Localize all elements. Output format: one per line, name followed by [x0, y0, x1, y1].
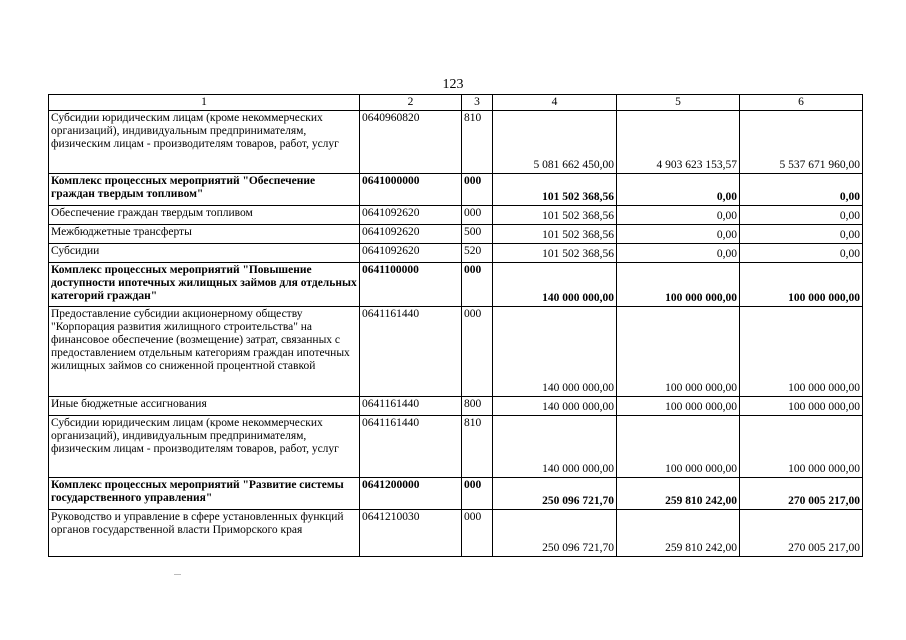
- table-row: [49, 416, 863, 478]
- table-row: [49, 397, 863, 416]
- row-amount-2026: 100 000 000,00: [740, 397, 863, 416]
- row-name: Предоставление субсидии акционерному обществу "Корпорация развития жилищного строительства" на финансовое обеспечение (возмещение) затрат, связанных с предоставлением отдельным категориям граждан ипотечных жилищных займов со сниженной процентной ставкой: [49, 307, 360, 397]
- row-amount-2026: 100 000 000,00: [740, 416, 863, 478]
- header-row: [49, 95, 863, 111]
- row-vr: 810: [462, 416, 493, 478]
- scan-mark: [174, 574, 181, 575]
- row-vr: 500: [462, 225, 493, 244]
- table-row: [49, 478, 863, 510]
- row-amount-2024: 140 000 000,00: [493, 416, 617, 478]
- row-code: 0641092620: [360, 225, 462, 244]
- row-amount-2026: 0,00: [740, 174, 863, 206]
- row-amount-2025: 100 000 000,00: [617, 416, 740, 478]
- row-name: Руководство и управление в сфере установленных функций органов государственной власти Приморского края: [49, 510, 360, 557]
- row-name: Иные бюджетные ассигнования: [49, 397, 360, 416]
- row-amount-2026: 0,00: [740, 206, 863, 225]
- row-code: 0641200000: [360, 478, 462, 510]
- row-name: Субсидии: [49, 244, 360, 263]
- row-amount-2025: 259 810 242,00: [617, 478, 740, 510]
- row-code: 0641161440: [360, 397, 462, 416]
- row-amount-2024: 140 000 000,00: [493, 397, 617, 416]
- column-header: 6: [740, 95, 863, 111]
- row-amount-2024: 101 502 368,56: [493, 206, 617, 225]
- row-vr: 810: [462, 111, 493, 174]
- row-amount-2024: 101 502 368,56: [493, 225, 617, 244]
- budget-table: [48, 94, 863, 557]
- row-amount-2026: 100 000 000,00: [740, 307, 863, 397]
- table-row: [49, 510, 863, 557]
- table-row: [49, 307, 863, 397]
- row-vr: 000: [462, 478, 493, 510]
- row-vr: 000: [462, 206, 493, 225]
- column-header: 5: [617, 95, 740, 111]
- table-row: [49, 244, 863, 263]
- column-header: 4: [493, 95, 617, 111]
- row-code: 0641000000: [360, 174, 462, 206]
- page-number: 123: [442, 77, 464, 92]
- row-amount-2025: 259 810 242,00: [617, 510, 740, 557]
- row-vr: 800: [462, 397, 493, 416]
- row-vr: 520: [462, 244, 493, 263]
- table-row: [49, 111, 863, 174]
- row-vr: 000: [462, 174, 493, 206]
- row-amount-2025: 100 000 000,00: [617, 263, 740, 307]
- row-amount-2026: 0,00: [740, 225, 863, 244]
- row-code: 0640960820: [360, 111, 462, 174]
- row-amount-2026: 100 000 000,00: [740, 263, 863, 307]
- row-amount-2025: 0,00: [617, 206, 740, 225]
- row-name: Межбюджетные трансферты: [49, 225, 360, 244]
- row-code: 0641100000: [360, 263, 462, 307]
- table-row: [49, 206, 863, 225]
- row-amount-2025: 4 903 623 153,57: [617, 111, 740, 174]
- table-row: [49, 225, 863, 244]
- row-amount-2025: 0,00: [617, 174, 740, 206]
- row-amount-2024: 140 000 000,00: [493, 307, 617, 397]
- row-amount-2025: 100 000 000,00: [617, 307, 740, 397]
- row-name: Субсидии юридическим лицам (кроме некоммерческих организаций), индивидуальным предпринимателям, физическим лицам - производителям товаров, работ, услуг: [49, 111, 360, 174]
- column-header: 1: [49, 95, 360, 111]
- row-code: 0641092620: [360, 244, 462, 263]
- row-amount-2026: 5 537 671 960,00: [740, 111, 863, 174]
- row-amount-2024: 101 502 368,56: [493, 174, 617, 206]
- row-amount-2026: 270 005 217,00: [740, 478, 863, 510]
- row-name: Обеспечение граждан твердым топливом: [49, 206, 360, 225]
- row-code: 0641210030: [360, 510, 462, 557]
- column-header: 3: [462, 95, 493, 111]
- row-amount-2026: 270 005 217,00: [740, 510, 863, 557]
- row-vr: 000: [462, 510, 493, 557]
- row-amount-2024: 5 081 662 450,00: [493, 111, 617, 174]
- row-amount-2025: 0,00: [617, 225, 740, 244]
- table-row: [49, 263, 863, 307]
- row-vr: 000: [462, 263, 493, 307]
- row-code: 0641161440: [360, 416, 462, 478]
- row-name: Комплекс процессных мероприятий "Обеспечение граждан твердым топливом": [49, 174, 360, 206]
- row-amount-2024: 250 096 721,70: [493, 510, 617, 557]
- row-amount-2024: 140 000 000,00: [493, 263, 617, 307]
- row-amount-2024: 250 096 721,70: [493, 478, 617, 510]
- row-amount-2025: 0,00: [617, 244, 740, 263]
- row-name: Комплекс процессных мероприятий "Развитие системы государственного управления": [49, 478, 360, 510]
- row-name: Комплекс процессных мероприятий "Повышение доступности ипотечных жилищных займов для отдельных категорий граждан": [49, 263, 360, 307]
- row-amount-2025: 100 000 000,00: [617, 397, 740, 416]
- row-vr: 000: [462, 307, 493, 397]
- table-row: [49, 174, 863, 206]
- row-amount-2026: 0,00: [740, 244, 863, 263]
- row-amount-2024: 101 502 368,56: [493, 244, 617, 263]
- row-code: 0641161440: [360, 307, 462, 397]
- row-code: 0641092620: [360, 206, 462, 225]
- column-header: 2: [360, 95, 462, 111]
- row-name: Субсидии юридическим лицам (кроме некоммерческих организаций), индивидуальным предпринимателям, физическим лицам - производителям товаров, работ, услуг: [49, 416, 360, 478]
